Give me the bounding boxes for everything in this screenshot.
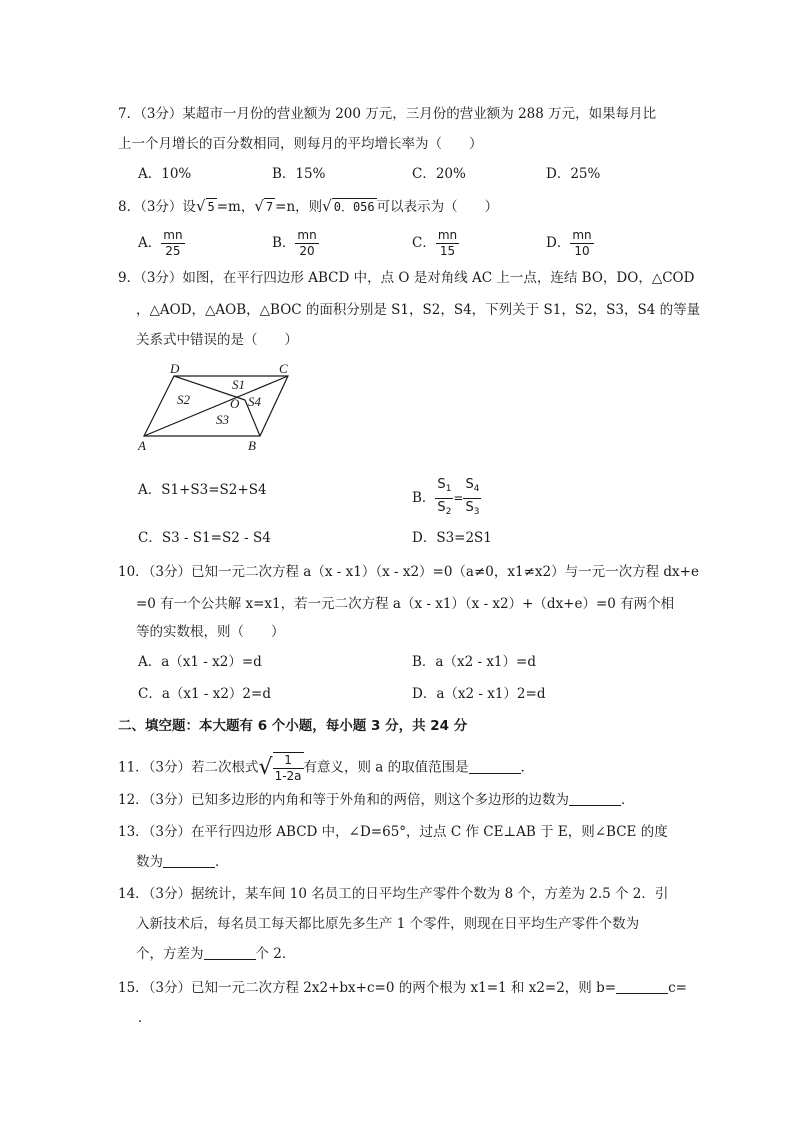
q9-option-b: B． $\frac{S_1}{S_2}$ = $\frac{S_4}{S_3}$: [412, 477, 480, 517]
q10-option-d: D．a（x2 - x1）2=d: [412, 686, 546, 702]
q8-radicand-1: 5: [207, 200, 215, 214]
q8-radicand-2: 7: [265, 200, 274, 214]
q12-line: 12．（3分）已知多边形的内角和等于外角和的两倍，则这个多边形的边数为 ．: [118, 792, 635, 808]
label-s4: S4: [248, 394, 261, 409]
q14-answer-blank: [204, 945, 256, 960]
q7-option-a: A．10%: [138, 166, 192, 182]
q10-option-b: B．a（x2 - x1）=d: [412, 654, 536, 670]
q9-option-d: D．S3=2S1: [412, 530, 492, 546]
q8-option-b: B． $\frac{mn}{20}$: [272, 228, 317, 258]
q14-line2: 入新技术后，每名员工每天都比原先多生产 1 个零件，则现在日平均生产零件个数为: [136, 916, 640, 932]
q7-line2: 上一个月增长的百分数相同，则每月的平均增长率为（ ）: [118, 136, 483, 152]
point-o: O: [230, 396, 240, 411]
q9-line2: ，△AOD，△AOB，△BOC 的面积分别是 S1，S2，S4，下列关于 S1，S2，S3，S4 的等量: [136, 302, 701, 318]
q15-line1: 15．（3分）已知一元二次方程 2x2+bx+c=0 的两个根为 x1=1 和 x2=2，则 b= c=: [118, 980, 687, 996]
q9-parallelogram-figure: [132, 358, 302, 458]
vertex-d: D: [170, 361, 180, 376]
q15-line2: ．: [138, 1010, 152, 1026]
q7-line1: 7．（3分）某超市一月份的营业额为 200 万元，三月份的营业额为 288 万元，如果每月比: [118, 106, 657, 122]
label-s3: S3: [216, 412, 229, 427]
q7-option-d: D．25%: [546, 166, 601, 182]
q10-option-c: C．a（x1 - x2）2=d: [138, 686, 271, 702]
label-s1: S1: [232, 377, 245, 392]
q10-line2: =0 有一个公共解 x=x1，若一元二次方程 a（x - x1）（x - x2）+（dx+e）=0 有两个相: [136, 596, 675, 612]
q12-answer-blank: [569, 791, 621, 806]
q10-option-a: A．a（x1 - x2）=d: [138, 654, 262, 670]
q8-radicand-3: 0．056: [333, 200, 375, 214]
q8-line: 8．（3分）设√ 5 =m，√ 7 =n，则√ 0．056 可以表示为（ ）: [118, 197, 499, 215]
vertex-a: A: [138, 438, 146, 453]
q9-option-a: A．S1+S3=S2+S4: [138, 482, 267, 498]
q10-line1: 10．（3分）已知一元二次方程 a（x - x1）（x - x2）=0（a≠0，x1≠x2）与一元一次方程 dx+e: [118, 564, 699, 580]
q8-option-d: D． $\frac{mn}{10}$: [546, 228, 592, 258]
q9-option-c: C．S3 - S1=S2 - S4: [138, 530, 271, 546]
diagonal-ac: [144, 376, 288, 436]
q14-line1: 14．（3分）据统计，某车间 10 名员工的日平均生产零件个数为 8 个，方差为 2.5 个 2．引: [118, 886, 669, 902]
label-s2: S2: [177, 392, 190, 407]
q13-line1: 13．（3分）在平行四边形 ABCD 中，∠D=65°，过点 C 作 CE⊥AB 于 E，则∠BCE 的度: [118, 824, 668, 840]
q9-line1: 9．（3分）如图，在平行四边形 ABCD 中，点 O 是对角线 AC 上一点，连结 BO，DO，△COD: [118, 270, 695, 286]
q11-answer-blank: [469, 759, 521, 774]
q8-option-c: C． $\frac{mn}{15}$: [412, 228, 458, 258]
q10-line3: 等的实数根，则（ ）: [136, 624, 285, 640]
section-2-heading: 二、填空题：本大题有 6 个小题，每小题 3 分，共 24 分: [118, 718, 468, 734]
q9-line3: 关系式中错误的是（ ）: [136, 332, 298, 348]
q14-line3: 个，方差为 个 2．: [136, 946, 296, 962]
q11-line: 11．（3分）若二次根式√ $\frac{1}{1-2a}$ 有意义，则 a 的取值范围是 ．: [118, 753, 535, 783]
q15-answer-blank-b: [616, 979, 668, 994]
q13-answer-blank: [163, 853, 215, 868]
q7-option-b: B．15%: [272, 166, 326, 182]
vertex-b: B: [248, 438, 256, 453]
q13-line2: 数为 ．: [136, 854, 229, 870]
vertex-c: C: [279, 361, 288, 376]
q7-option-c: C．20%: [412, 166, 466, 182]
q8-option-a: A． $\frac{mn}{25}$: [138, 228, 183, 258]
